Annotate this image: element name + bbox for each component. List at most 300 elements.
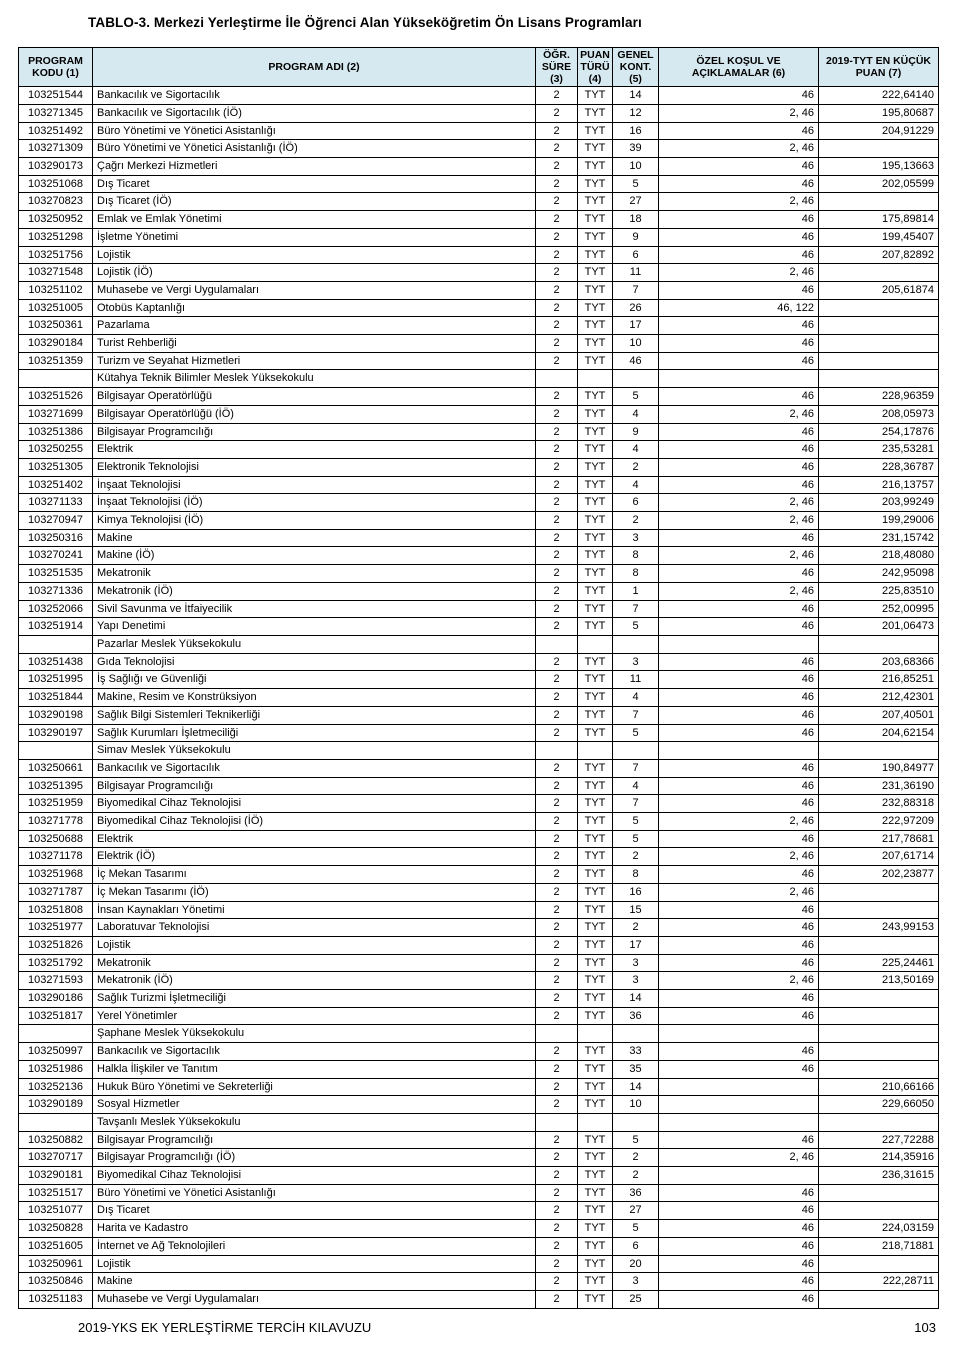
cell-program-kodu: 103270823 (19, 193, 93, 211)
cell-program-adi: Bilgisayar Operatörlüğü (İÖ) (93, 405, 536, 423)
cell-ozel-kosul: 2, 46 (659, 405, 819, 423)
cell-puan-turu: TYT (578, 1131, 613, 1149)
cell-ogr-sure: 2 (536, 1237, 578, 1255)
cell-program-kodu: 103271778 (19, 813, 93, 831)
cell-ozel-kosul: 46 (659, 352, 819, 370)
cell-ogr-sure: 2 (536, 388, 578, 406)
cell-program-kodu: 103250997 (19, 1043, 93, 1061)
cell-ogr-sure: 2 (536, 813, 578, 831)
cell-en-kucuk-puan: 232,88318 (819, 795, 939, 813)
table-row (19, 140, 939, 158)
cell-program-adi: Halkla İlişkiler ve Tanıtım (93, 1060, 536, 1078)
table-row (19, 122, 939, 140)
cell-puan-turu: TYT (578, 1184, 613, 1202)
cell-ogr-sure: 2 (536, 795, 578, 813)
cell-puan-turu: TYT (578, 317, 613, 335)
cell-program-kodu: 103251438 (19, 653, 93, 671)
section-empty-cell (19, 635, 93, 653)
cell-genel-kont: 36 (613, 1184, 659, 1202)
cell-ogr-sure: 2 (536, 158, 578, 176)
cell-ogr-sure: 2 (536, 724, 578, 742)
cell-en-kucuk-puan: 218,71881 (819, 1237, 939, 1255)
cell-program-adi: Makine (93, 1273, 536, 1291)
cell-ozel-kosul: 2, 46 (659, 512, 819, 530)
table-row (19, 299, 939, 317)
cell-ozel-kosul: 46 (659, 175, 819, 193)
section-empty-cell (613, 1113, 659, 1131)
section-empty-cell (536, 1113, 578, 1131)
cell-program-adi: İç Mekan Tasarımı (93, 866, 536, 884)
cell-program-adi: Makine, Resim ve Konstrüksiyon (93, 689, 536, 707)
table-row (19, 104, 939, 122)
cell-en-kucuk-puan (819, 901, 939, 919)
cell-program-kodu: 103271133 (19, 494, 93, 512)
cell-en-kucuk-puan (819, 1255, 939, 1273)
cell-program-adi: Yerel Yönetimler (93, 1007, 536, 1025)
cell-genel-kont: 5 (613, 724, 659, 742)
cell-en-kucuk-puan (819, 317, 939, 335)
cell-en-kucuk-puan: 207,61714 (819, 848, 939, 866)
cell-en-kucuk-puan (819, 1060, 939, 1078)
cell-ozel-kosul: 46 (659, 246, 819, 264)
cell-puan-turu: TYT (578, 1220, 613, 1238)
cell-program-adi: İnternet ve Ağ Teknolojileri (93, 1237, 536, 1255)
cell-ogr-sure: 2 (536, 848, 578, 866)
section-empty-cell (613, 742, 659, 760)
cell-program-kodu: 103250316 (19, 529, 93, 547)
cell-ozel-kosul: 46 (659, 1060, 819, 1078)
cell-program-kodu: 103252066 (19, 600, 93, 618)
cell-ogr-sure: 2 (536, 600, 578, 618)
cell-program-adi: Muhasebe ve Vergi Uygulamaları (93, 1291, 536, 1309)
cell-en-kucuk-puan: 225,24461 (819, 954, 939, 972)
cell-puan-turu: TYT (578, 777, 613, 795)
cell-program-adi: Bilgisayar Programcılığı (93, 1131, 536, 1149)
cell-program-kodu: 103270947 (19, 512, 93, 530)
cell-genel-kont: 27 (613, 1202, 659, 1220)
cell-genel-kont: 4 (613, 476, 659, 494)
cell-program-adi: İş Sağlığı ve Güvenliği (93, 671, 536, 689)
cell-puan-turu: TYT (578, 335, 613, 353)
table-row (19, 848, 939, 866)
section-empty-cell (819, 1113, 939, 1131)
cell-program-kodu: 103250661 (19, 759, 93, 777)
cell-ozel-kosul (659, 1096, 819, 1114)
cell-program-adi: Turist Rehberliği (93, 335, 536, 353)
cell-puan-turu: TYT (578, 423, 613, 441)
cell-ozel-kosul: 46 (659, 689, 819, 707)
cell-puan-turu: TYT (578, 936, 613, 954)
cell-ogr-sure: 2 (536, 972, 578, 990)
cell-genel-kont: 5 (613, 830, 659, 848)
cell-ozel-kosul: 46 (659, 211, 819, 229)
cell-puan-turu: TYT (578, 281, 613, 299)
cell-ozel-kosul: 46 (659, 281, 819, 299)
cell-genel-kont: 7 (613, 795, 659, 813)
cell-en-kucuk-puan (819, 299, 939, 317)
cell-ozel-kosul: 46 (659, 919, 819, 937)
table-row (19, 175, 939, 193)
cell-program-kodu: 103251808 (19, 901, 93, 919)
cell-ogr-sure: 2 (536, 936, 578, 954)
table-row (19, 813, 939, 831)
cell-ozel-kosul: 2, 46 (659, 264, 819, 282)
table-row (19, 936, 939, 954)
cell-en-kucuk-puan (819, 1202, 939, 1220)
cell-puan-turu: TYT (578, 264, 613, 282)
table-row (19, 1060, 939, 1078)
cell-genel-kont: 5 (613, 813, 659, 831)
cell-ozel-kosul: 2, 46 (659, 883, 819, 901)
cell-program-adi: Muhasebe ve Vergi Uygulamaları (93, 281, 536, 299)
programs-table (18, 47, 939, 1309)
cell-genel-kont: 5 (613, 175, 659, 193)
section-empty-cell (19, 370, 93, 388)
cell-ogr-sure: 2 (536, 529, 578, 547)
cell-program-adi: Yapı Denetimi (93, 618, 536, 636)
cell-program-adi: Bilgisayar Programcılığı (İÖ) (93, 1149, 536, 1167)
cell-program-adi: Gıda Teknolojisi (93, 653, 536, 671)
cell-program-adi: Sağlık Kurumları İşletmeciliği (93, 724, 536, 742)
cell-en-kucuk-puan: 201,06473 (819, 618, 939, 636)
cell-program-kodu: 103251817 (19, 1007, 93, 1025)
table-row (19, 158, 939, 176)
cell-genel-kont: 27 (613, 193, 659, 211)
section-title: Simav Meslek Yüksekokulu (93, 742, 536, 760)
cell-puan-turu: TYT (578, 476, 613, 494)
cell-program-adi: Otobüs Kaptanlığı (93, 299, 536, 317)
table-row (19, 1149, 939, 1167)
cell-program-adi: Biyomedikal Cihaz Teknolojisi (93, 795, 536, 813)
cell-ogr-sure: 2 (536, 228, 578, 246)
section-empty-cell (819, 635, 939, 653)
cell-ogr-sure: 2 (536, 175, 578, 193)
cell-ogr-sure: 2 (536, 618, 578, 636)
cell-ozel-kosul: 46 (659, 653, 819, 671)
cell-puan-turu: TYT (578, 1237, 613, 1255)
cell-en-kucuk-puan: 190,84977 (819, 759, 939, 777)
cell-en-kucuk-puan (819, 264, 939, 282)
cell-program-kodu: 103251005 (19, 299, 93, 317)
cell-ogr-sure: 2 (536, 494, 578, 512)
table-row (19, 529, 939, 547)
cell-program-kodu: 103251102 (19, 281, 93, 299)
cell-program-kodu: 103290181 (19, 1167, 93, 1185)
cell-en-kucuk-puan: 212,42301 (819, 689, 939, 707)
cell-puan-turu: TYT (578, 140, 613, 158)
section-empty-cell (659, 635, 819, 653)
cell-program-kodu: 103251359 (19, 352, 93, 370)
cell-genel-kont: 5 (613, 618, 659, 636)
cell-program-kodu: 103251492 (19, 122, 93, 140)
cell-program-kodu: 103290173 (19, 158, 93, 176)
cell-en-kucuk-puan: 252,00995 (819, 600, 939, 618)
cell-program-kodu: 103250882 (19, 1131, 93, 1149)
cell-program-kodu: 103250255 (19, 441, 93, 459)
cell-puan-turu: TYT (578, 122, 613, 140)
cell-en-kucuk-puan: 202,05599 (819, 175, 939, 193)
cell-ogr-sure: 2 (536, 441, 578, 459)
cell-en-kucuk-puan: 217,78681 (819, 830, 939, 848)
cell-genel-kont: 15 (613, 901, 659, 919)
cell-program-kodu: 103251077 (19, 1202, 93, 1220)
cell-program-kodu: 103251995 (19, 671, 93, 689)
cell-program-adi: Sağlık Bilgi Sistemleri Teknikerliği (93, 706, 536, 724)
cell-ogr-sure: 2 (536, 405, 578, 423)
table-row (19, 618, 939, 636)
cell-ogr-sure: 2 (536, 317, 578, 335)
cell-genel-kont: 7 (613, 281, 659, 299)
cell-program-kodu: 103250361 (19, 317, 93, 335)
cell-program-kodu: 103290189 (19, 1096, 93, 1114)
cell-genel-kont: 7 (613, 759, 659, 777)
cell-genel-kont: 10 (613, 158, 659, 176)
page-title: TABLO-3. Merkezi Yerleştirme İle Öğrenci Alan Yükseköğretim Ön Lisans Programları (88, 15, 642, 30)
cell-puan-turu: TYT (578, 759, 613, 777)
cell-puan-turu: TYT (578, 1255, 613, 1273)
cell-program-kodu: 103271548 (19, 264, 93, 282)
col-header-program-kodu: PROGRAM KODU (1) (19, 48, 93, 87)
cell-puan-turu: TYT (578, 972, 613, 990)
cell-ogr-sure: 2 (536, 193, 578, 211)
cell-genel-kont: 17 (613, 936, 659, 954)
cell-program-adi: İnşaat Teknolojisi (93, 476, 536, 494)
cell-program-adi: Dış Ticaret (93, 1202, 536, 1220)
cell-puan-turu: TYT (578, 689, 613, 707)
cell-ogr-sure: 2 (536, 671, 578, 689)
section-empty-cell (819, 742, 939, 760)
cell-program-adi: Turizm ve Seyahat Hizmetleri (93, 352, 536, 370)
table-row (19, 954, 939, 972)
cell-program-adi: Dış Ticaret (İÖ) (93, 193, 536, 211)
section-empty-cell (659, 370, 819, 388)
cell-program-adi: Mekatronik (İÖ) (93, 582, 536, 600)
cell-puan-turu: TYT (578, 405, 613, 423)
cell-program-adi: Bilgisayar Operatörlüğü (93, 388, 536, 406)
cell-en-kucuk-puan: 204,62154 (819, 724, 939, 742)
cell-ogr-sure: 2 (536, 706, 578, 724)
cell-program-kodu: 103271309 (19, 140, 93, 158)
section-empty-cell (19, 1113, 93, 1131)
cell-program-kodu: 103251526 (19, 388, 93, 406)
cell-ogr-sure: 2 (536, 476, 578, 494)
cell-program-adi: Bankacılık ve Sigortacılık (93, 1043, 536, 1061)
cell-en-kucuk-puan: 222,64140 (819, 87, 939, 105)
table-row (19, 1096, 939, 1114)
cell-en-kucuk-puan (819, 1043, 939, 1061)
cell-program-adi: Lojistik (93, 1255, 536, 1273)
cell-en-kucuk-puan: 243,99153 (819, 919, 939, 937)
cell-genel-kont: 46 (613, 352, 659, 370)
cell-ozel-kosul: 2, 46 (659, 813, 819, 831)
cell-ozel-kosul: 46 (659, 866, 819, 884)
cell-genel-kont: 18 (613, 211, 659, 229)
cell-en-kucuk-puan: 227,72288 (819, 1131, 939, 1149)
section-empty-cell (659, 742, 819, 760)
cell-puan-turu: TYT (578, 228, 613, 246)
cell-genel-kont: 5 (613, 388, 659, 406)
cell-program-kodu: 103251914 (19, 618, 93, 636)
cell-puan-turu: TYT (578, 1149, 613, 1167)
table-row (19, 1078, 939, 1096)
cell-genel-kont: 16 (613, 883, 659, 901)
cell-genel-kont: 4 (613, 405, 659, 423)
cell-program-kodu: 103250846 (19, 1273, 93, 1291)
cell-genel-kont: 2 (613, 919, 659, 937)
cell-en-kucuk-puan: 229,66050 (819, 1096, 939, 1114)
cell-en-kucuk-puan: 222,28711 (819, 1273, 939, 1291)
cell-puan-turu: TYT (578, 830, 613, 848)
table-row (19, 281, 939, 299)
cell-genel-kont: 6 (613, 246, 659, 264)
cell-program-adi: Mekatronik (İÖ) (93, 972, 536, 990)
cell-program-adi: Sağlık Turizmi İşletmeciliği (93, 990, 536, 1008)
section-empty-cell (578, 742, 613, 760)
cell-ogr-sure: 2 (536, 140, 578, 158)
cell-en-kucuk-puan (819, 352, 939, 370)
cell-ozel-kosul: 46 (659, 795, 819, 813)
cell-ogr-sure: 2 (536, 246, 578, 264)
cell-ozel-kosul: 46 (659, 830, 819, 848)
section-empty-cell (578, 370, 613, 388)
page-number: 103 (914, 1320, 936, 1335)
cell-program-adi: Büro Yönetimi ve Yönetici Asistanlığı (İÖ) (93, 140, 536, 158)
cell-genel-kont: 3 (613, 653, 659, 671)
cell-ogr-sure: 2 (536, 458, 578, 476)
cell-puan-turu: TYT (578, 512, 613, 530)
cell-program-adi: İşletme Yönetimi (93, 228, 536, 246)
cell-program-kodu: 103251544 (19, 87, 93, 105)
cell-ogr-sure: 2 (536, 777, 578, 795)
cell-puan-turu: TYT (578, 954, 613, 972)
cell-program-kodu: 103250828 (19, 1220, 93, 1238)
section-row (19, 370, 939, 388)
col-header-en-kucuk-puan: 2019-TYT EN KÜÇÜK PUAN (7) (819, 48, 939, 87)
table-row (19, 866, 939, 884)
cell-ozel-kosul: 2, 46 (659, 193, 819, 211)
footer-guide-title: 2019-YKS EK YERLEŞTİRME TERCİH KILAVUZU (78, 1320, 372, 1335)
cell-ogr-sure: 2 (536, 1184, 578, 1202)
cell-en-kucuk-puan: 213,50169 (819, 972, 939, 990)
table-row (19, 423, 939, 441)
cell-genel-kont: 7 (613, 600, 659, 618)
table-row (19, 759, 939, 777)
cell-ozel-kosul: 2, 46 (659, 972, 819, 990)
cell-puan-turu: TYT (578, 529, 613, 547)
cell-en-kucuk-puan: 235,53281 (819, 441, 939, 459)
table-row (19, 405, 939, 423)
cell-program-kodu: 103290197 (19, 724, 93, 742)
cell-en-kucuk-puan: 195,80687 (819, 104, 939, 122)
cell-puan-turu: TYT (578, 458, 613, 476)
cell-puan-turu: TYT (578, 1043, 613, 1061)
table-row (19, 990, 939, 1008)
cell-ogr-sure: 2 (536, 1096, 578, 1114)
section-empty-cell (613, 1025, 659, 1043)
table-row (19, 1220, 939, 1238)
section-empty-cell (578, 1113, 613, 1131)
cell-en-kucuk-puan: 203,68366 (819, 653, 939, 671)
cell-puan-turu: TYT (578, 352, 613, 370)
cell-program-adi: Elektrik (İÖ) (93, 848, 536, 866)
cell-genel-kont: 10 (613, 1096, 659, 1114)
cell-ogr-sure: 2 (536, 830, 578, 848)
cell-ozel-kosul: 46 (659, 317, 819, 335)
cell-genel-kont: 11 (613, 671, 659, 689)
cell-puan-turu: TYT (578, 883, 613, 901)
section-empty-cell (19, 1025, 93, 1043)
cell-program-kodu: 103270717 (19, 1149, 93, 1167)
cell-genel-kont: 14 (613, 87, 659, 105)
cell-en-kucuk-puan: 254,17876 (819, 423, 939, 441)
cell-ogr-sure: 2 (536, 335, 578, 353)
cell-ogr-sure: 2 (536, 1078, 578, 1096)
cell-en-kucuk-puan: 207,40501 (819, 706, 939, 724)
table-row (19, 335, 939, 353)
cell-puan-turu: TYT (578, 919, 613, 937)
cell-program-kodu: 103251792 (19, 954, 93, 972)
cell-puan-turu: TYT (578, 211, 613, 229)
cell-en-kucuk-puan: 210,66166 (819, 1078, 939, 1096)
cell-program-adi: Kimya Teknolojisi (İÖ) (93, 512, 536, 530)
cell-genel-kont: 11 (613, 264, 659, 282)
cell-puan-turu: TYT (578, 1060, 613, 1078)
cell-program-kodu: 103251535 (19, 565, 93, 583)
cell-program-adi: Bankacılık ve Sigortacılık (93, 759, 536, 777)
cell-ozel-kosul: 46 (659, 1202, 819, 1220)
cell-en-kucuk-puan (819, 1007, 939, 1025)
cell-ozel-kosul: 2, 46 (659, 140, 819, 158)
cell-program-adi: İç Mekan Tasarımı (İÖ) (93, 883, 536, 901)
cell-ogr-sure: 2 (536, 1255, 578, 1273)
cell-puan-turu: TYT (578, 1202, 613, 1220)
cell-ogr-sure: 2 (536, 866, 578, 884)
table-row (19, 476, 939, 494)
cell-program-kodu: 103251959 (19, 795, 93, 813)
section-empty-cell (578, 1025, 613, 1043)
cell-program-kodu: 103252136 (19, 1078, 93, 1096)
cell-ozel-kosul: 46 (659, 1007, 819, 1025)
cell-puan-turu: TYT (578, 494, 613, 512)
cell-program-kodu: 103251183 (19, 1291, 93, 1309)
table-row (19, 264, 939, 282)
section-empty-cell (613, 370, 659, 388)
cell-en-kucuk-puan: 207,82892 (819, 246, 939, 264)
section-row (19, 742, 939, 760)
cell-en-kucuk-puan: 242,95098 (819, 565, 939, 583)
cell-puan-turu: TYT (578, 848, 613, 866)
section-empty-cell (19, 742, 93, 760)
table-row (19, 653, 939, 671)
cell-ozel-kosul: 46 (659, 335, 819, 353)
cell-genel-kont: 3 (613, 1273, 659, 1291)
table-row (19, 211, 939, 229)
cell-ozel-kosul: 2, 46 (659, 547, 819, 565)
cell-genel-kont: 9 (613, 228, 659, 246)
cell-ozel-kosul: 46 (659, 618, 819, 636)
table-row (19, 565, 939, 583)
cell-ogr-sure: 2 (536, 954, 578, 972)
table-row (19, 830, 939, 848)
cell-program-kodu: 103251826 (19, 936, 93, 954)
table-row (19, 972, 939, 990)
cell-ozel-kosul: 46 (659, 87, 819, 105)
cell-program-adi: Bilgisayar Programcılığı (93, 777, 536, 795)
cell-program-kodu: 103251844 (19, 689, 93, 707)
cell-ozel-kosul: 46 (659, 759, 819, 777)
cell-ogr-sure: 2 (536, 565, 578, 583)
cell-genel-kont: 17 (613, 317, 659, 335)
